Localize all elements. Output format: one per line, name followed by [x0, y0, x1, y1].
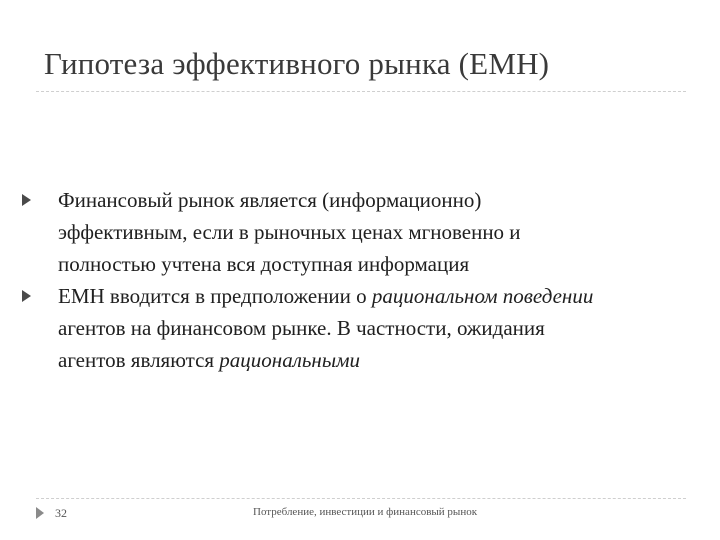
bullet-line	[58, 248, 708, 280]
bullet-item	[0, 184, 708, 280]
footer-divider	[36, 498, 686, 499]
footer-triangle-icon	[36, 507, 44, 519]
bullet-item	[0, 280, 708, 376]
bullet-line	[58, 280, 708, 312]
bullet-text: Финансовый рынок является (информационно)	[58, 188, 482, 212]
bullet-text: EMH вводится в предположении о	[58, 284, 372, 308]
bullet-text: агентов на финансовом рынке. В частности, ожидания	[58, 316, 545, 340]
bullet-triangle-icon	[22, 290, 31, 302]
bullet-text: полностью учтена вся доступная информация	[58, 252, 470, 276]
bullet-text: эффективным, если в рыночных ценах мгновенно и	[58, 220, 521, 244]
bullet-triangle-icon	[22, 194, 31, 206]
footer-text: Потребление, инвестиции и финансовый рынок	[253, 506, 478, 518]
bullet-list	[0, 184, 720, 376]
bullet-line	[58, 184, 708, 216]
emphasis-text: рациональном поведении	[371, 284, 594, 308]
bullet-text: агентов являются	[58, 348, 220, 372]
bullet-line	[58, 216, 708, 248]
bullet-line	[58, 312, 708, 344]
bullet-line	[58, 344, 708, 376]
page-number: 32	[55, 506, 67, 520]
emphasis-text: рациональными	[219, 348, 360, 372]
title-divider	[36, 91, 686, 92]
slide-title: Гипотеза эффективного рынка (EMH)	[44, 46, 550, 81]
